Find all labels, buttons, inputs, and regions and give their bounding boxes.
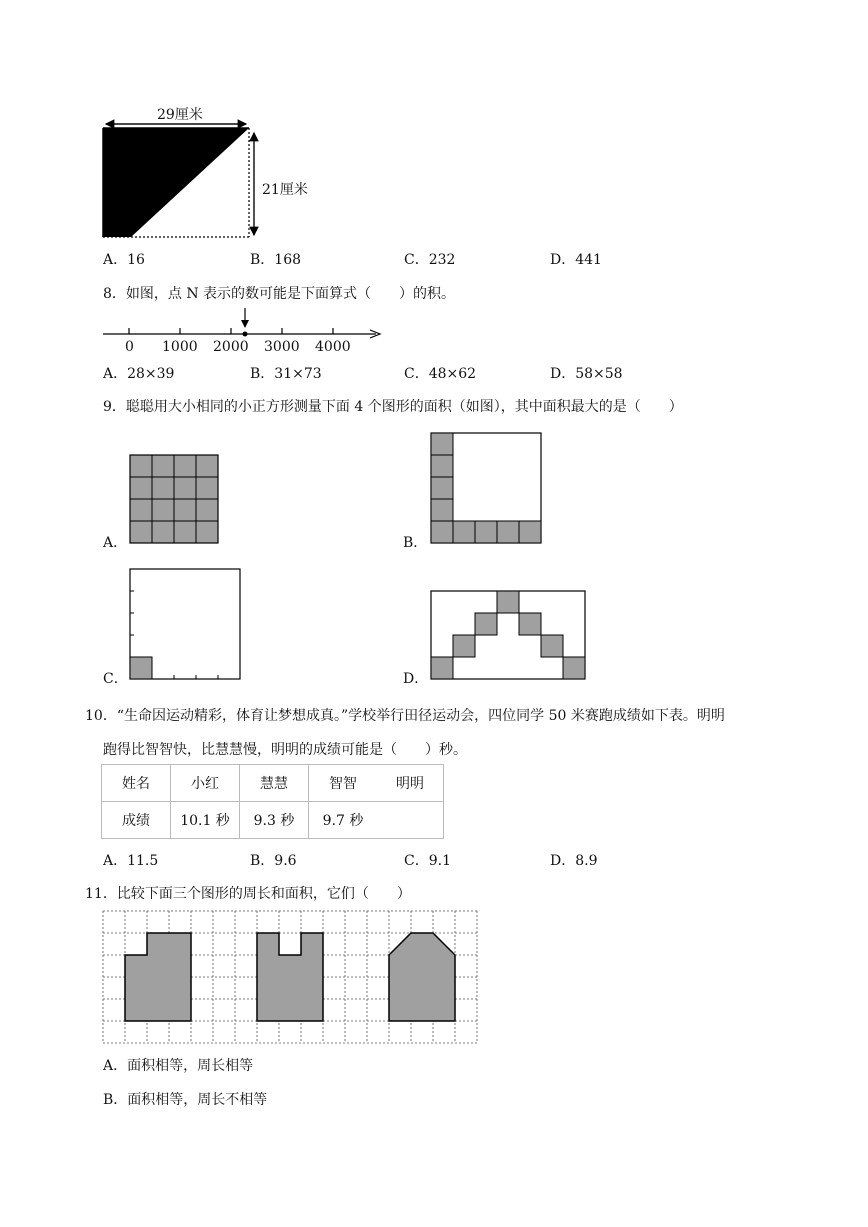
q10-stem-line1: 10．“生命因运动精彩，体育让梦想成真。”学校举行田径运动会，四位同学 50 米赛跑成绩如下表。明明 xyxy=(85,708,725,724)
q11-shape-1 xyxy=(125,933,191,1021)
table-cell: 成绩 xyxy=(102,802,171,839)
q11-shape-2 xyxy=(257,933,323,1021)
q9-label-a: A． xyxy=(103,535,128,551)
table-cell: 姓名 xyxy=(102,765,171,802)
q9-label-b: B． xyxy=(403,535,428,551)
q10-option-a[interactable]: A．11.5 xyxy=(103,853,159,869)
q10-option-d[interactable]: D．8.9 xyxy=(550,853,598,869)
q8-tick-4000: 4000 xyxy=(315,339,351,355)
table-cell: 智智 xyxy=(309,765,378,802)
q8-tick-3000: 3000 xyxy=(264,339,300,355)
table-cell: 9.3 秒 xyxy=(240,802,309,839)
q10-option-c[interactable]: C．9.1 xyxy=(404,853,451,869)
table-cell: 慧慧 xyxy=(240,765,309,802)
q11-shape-3 xyxy=(389,933,455,1021)
q7-height-label: 21厘米 xyxy=(262,182,308,198)
table-cell: 小红 xyxy=(171,765,240,802)
q11-option-b[interactable]: B．面积相等，周长不相等 xyxy=(103,1092,268,1108)
q7-option-a[interactable]: A．16 xyxy=(103,252,145,268)
q9-label-c: C． xyxy=(103,671,128,687)
q8-option-c[interactable]: C．48×62 xyxy=(404,366,477,382)
q8-stem: 8．如图，点 N 表示的数可能是下面算式（ ）的积。 xyxy=(103,286,456,302)
q10-option-b[interactable]: B．9.6 xyxy=(250,853,297,869)
q8-option-a[interactable]: A．28×39 xyxy=(103,366,175,382)
q8-tick-1000: 1000 xyxy=(162,339,198,355)
table-cell: 10.1 秒 xyxy=(171,802,240,839)
q9-stem: 9．聪聪用大小相同的小正方形测量下面 4 个图形的面积（如图），其中面积最大的是（ ） xyxy=(103,399,683,415)
q7-option-d[interactable]: D．441 xyxy=(550,252,602,268)
q11-stem: 11．比较下面三个图形的周长和面积，它们（ ） xyxy=(85,886,411,902)
q8-tick-0: 0 xyxy=(125,339,134,355)
q11-option-a[interactable]: A．面积相等，周长相等 xyxy=(103,1058,254,1074)
q7-option-b[interactable]: B．168 xyxy=(250,252,302,268)
q9-label-d: D． xyxy=(403,671,429,687)
table-cell: 明明 xyxy=(377,765,444,802)
q8-option-d[interactable]: D．58×58 xyxy=(550,366,623,382)
table-cell: 9.7 秒 xyxy=(309,802,378,839)
q7-option-c[interactable]: C．232 xyxy=(404,252,456,268)
q7-width-label: 29厘米 xyxy=(157,107,203,123)
q8-option-b[interactable]: B．31×73 xyxy=(250,366,322,382)
q10-stem-line2: 跑得比智智快，比慧慧慢，明明的成绩可能是（ ）秒。 xyxy=(103,742,467,758)
q8-tick-2000: 2000 xyxy=(213,339,249,355)
